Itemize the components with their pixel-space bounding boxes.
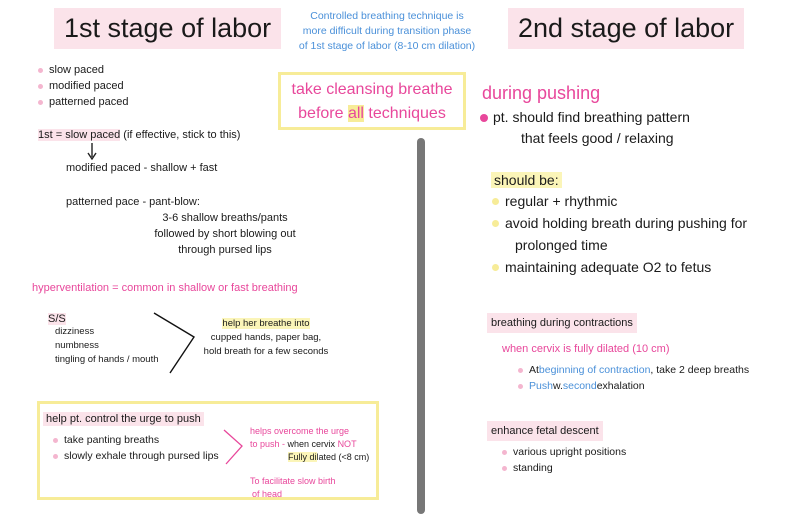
- should-be-label: should be:: [491, 172, 562, 188]
- list-item: [53, 449, 219, 463]
- transition-note: [280, 9, 494, 54]
- descent-item: standing: [513, 462, 553, 474]
- facilitate-line: To facilitate slow birth: [250, 476, 336, 486]
- should-item: regular + rhythmic: [505, 193, 618, 209]
- list-item: [38, 62, 129, 78]
- urge-title: [43, 411, 204, 427]
- descent-list: [502, 444, 626, 476]
- help-breathe: [196, 317, 336, 359]
- cleansing-part: before: [298, 105, 348, 122]
- list-item: [492, 191, 747, 212]
- step-part: , take 2 deep breaths: [650, 364, 750, 376]
- contraction-steps: [518, 362, 749, 394]
- note-line: of 1st stage of labor (8-10 cm dilation): [298, 40, 476, 52]
- urge-title-text: help pt. control the urge to push: [43, 412, 204, 426]
- bullet-icon: [502, 466, 507, 471]
- should-item: prolonged time: [515, 237, 608, 253]
- contractions-title: breathing during contractions: [487, 313, 637, 333]
- bullet-icon: [53, 454, 58, 459]
- cervix-line: when cervix is fully dilated (10 cm): [502, 343, 670, 355]
- pattern-text: pt. should find breathing pattern: [493, 109, 690, 125]
- bullet-icon: [480, 114, 488, 122]
- should-list: [492, 191, 747, 278]
- first-line-note: (if effective, stick to this): [120, 129, 241, 141]
- urge-item: take panting breaths: [64, 434, 160, 446]
- urge-note-part: lated (<8 cm): [316, 452, 370, 462]
- should-item: maintaining adequate O2 to fetus: [505, 259, 712, 275]
- vertical-divider: [417, 138, 425, 514]
- urge-note-part: NOT: [337, 439, 357, 449]
- patterned-detail: [130, 210, 320, 258]
- chevron-right-icon: [222, 428, 246, 468]
- list-item: [53, 433, 219, 447]
- bullet-icon: [502, 450, 507, 455]
- list-item: [502, 444, 626, 460]
- list-item: [502, 460, 626, 476]
- bullet-icon: [492, 264, 499, 271]
- list-item: [38, 94, 129, 110]
- pattern-line: [480, 107, 690, 149]
- cleansing-part: techniques: [363, 105, 446, 122]
- step-part: exhalation: [596, 380, 645, 392]
- step-part: w.: [552, 380, 563, 392]
- urge-note-part: Fully di: [288, 452, 317, 462]
- urge-note-part: when cervix: [287, 439, 338, 449]
- pace-label: patterned paced: [49, 96, 129, 108]
- list-item: [518, 378, 749, 394]
- first-line-label: 1st = slow paced: [38, 129, 121, 141]
- bullet-icon: [53, 438, 58, 443]
- during-pushing: during pushing: [482, 83, 601, 103]
- urge-note: [250, 425, 369, 464]
- step-part: Push: [529, 380, 553, 392]
- ss-text: S/S: [48, 313, 66, 325]
- should-be: [491, 170, 562, 191]
- first-line: [38, 127, 240, 143]
- pace-label: slow paced: [49, 64, 105, 76]
- list-item: [38, 78, 129, 94]
- note-line: Controlled breathing technique is: [310, 10, 464, 22]
- bullet-icon: [492, 220, 499, 227]
- chevron-right-icon: [150, 311, 198, 375]
- descent-item: various upright positions: [513, 446, 627, 458]
- bullet-icon: [518, 384, 523, 389]
- note-line: more difficult during transition phase: [302, 25, 472, 37]
- step-part: second: [562, 380, 597, 392]
- bullet-icon: [492, 198, 499, 205]
- cleansing-box: [278, 72, 466, 130]
- detail-line: through pursed lips: [178, 244, 272, 256]
- list-item: [492, 213, 747, 234]
- help-line: cupped hands, paper bag,: [210, 332, 322, 343]
- help-title: help her breathe into: [222, 318, 310, 329]
- list-item: dizziness: [55, 326, 95, 337]
- ss-list: [55, 325, 159, 367]
- cleansing-part: all: [347, 105, 364, 122]
- list-item: numbness: [55, 340, 99, 351]
- urge-note-part: to push -: [250, 439, 288, 449]
- bullet-icon: [38, 84, 43, 89]
- detail-line: followed by short blowing out: [154, 228, 296, 240]
- pace-label: modified paced: [49, 80, 124, 92]
- left-title: 1st stage of labor: [54, 8, 281, 49]
- right-title: 2nd stage of labor: [508, 8, 744, 49]
- should-item: avoid holding breath during pushing for: [505, 215, 748, 231]
- hyperventilation-line: hyperventilation = common in shallow or fast breathing: [32, 282, 298, 294]
- detail-line: 3-6 shallow breaths/pants: [162, 212, 288, 224]
- list-item: tingling of hands / mouth: [55, 354, 159, 365]
- step-part: At: [529, 364, 539, 376]
- urge-list: [53, 433, 219, 463]
- help-line: hold breath for a few seconds: [203, 346, 329, 357]
- cleansing-line: take cleansing breathe: [291, 81, 453, 98]
- bullet-icon: [518, 368, 523, 373]
- paces-list: [38, 62, 129, 110]
- bullet-icon: [38, 68, 43, 73]
- step-part: beginning of contraction: [538, 364, 651, 376]
- list-item: [518, 362, 749, 378]
- descent-title: enhance fetal descent: [487, 421, 603, 441]
- facilitate-line: of head: [252, 489, 283, 499]
- patterned-line: patterned pace - pant-blow:: [66, 196, 200, 208]
- bullet-icon: [38, 100, 43, 105]
- urge-note-line: helps overcome the urge: [250, 426, 350, 436]
- modified-line: modified paced - shallow + fast: [66, 162, 218, 174]
- facilitate-note: [250, 475, 336, 501]
- urge-item: slowly exhale through pursed lips: [64, 450, 219, 462]
- list-item: [492, 257, 747, 278]
- pattern-text: that feels good / relaxing: [521, 130, 674, 146]
